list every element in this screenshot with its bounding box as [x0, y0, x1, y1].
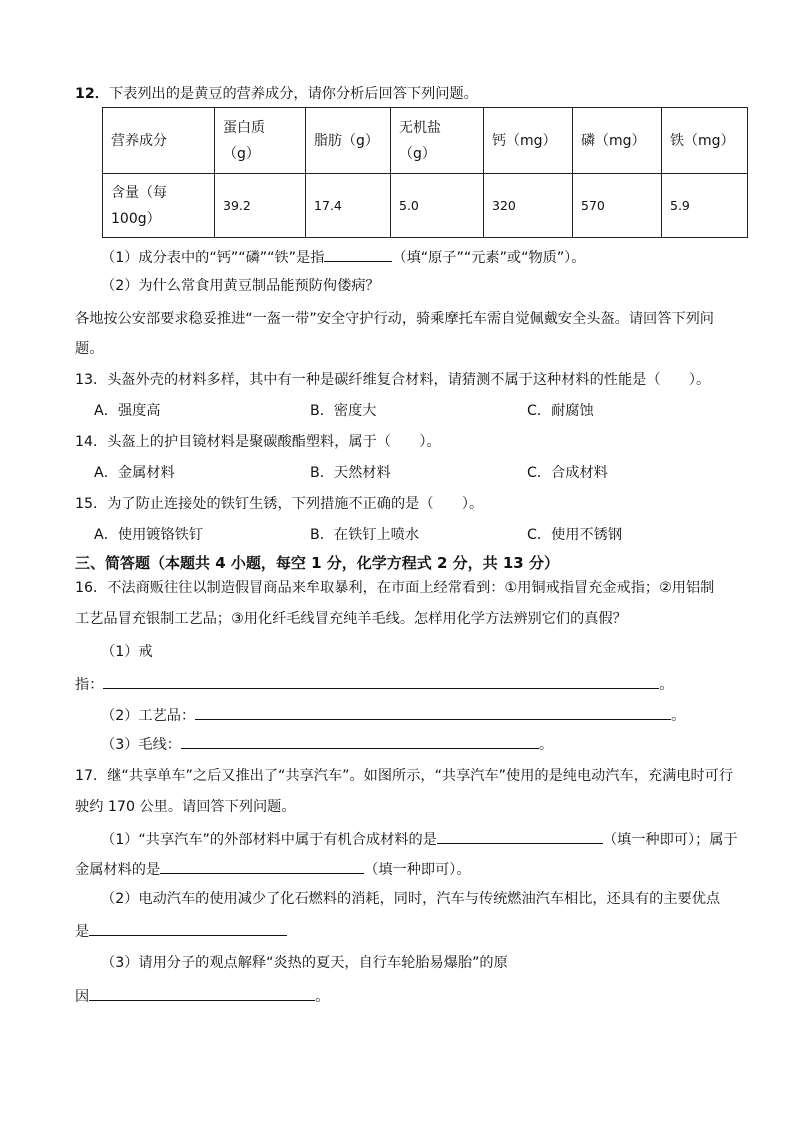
q12-sub1-blank[interactable] [324, 246, 392, 262]
helmet-intro-line1: 各地按公安部要求稳妥推进“一盔一带”安全守护行动，骑乘摩托车需自觉佩戴安全头盔。请回答下列问 [75, 311, 714, 327]
table-col-phosphorus: 磷（mg） [573, 108, 662, 174]
q16-line1: 16．不法商贩往往以制造假冒商品来牟取暴利，在市面上经常看到：①用铜戒指冒充金戒指；②用铝制 [75, 580, 715, 596]
helmet-intro-line2: 题。 [75, 341, 104, 357]
q14-stem: 14．头盔上的护目镜材料是聚碳酸酯塑料，属于（ ）。 [75, 434, 441, 450]
table-col-minerals: 无机盐 （g） [391, 108, 484, 174]
q16-sub3: （3）毛线： 。 [101, 733, 553, 755]
q13-stem: 13．头盔外壳的材料多样，其中有一种是碳纤维复合材料，请猜测不属于这种材料的性能是（ ）。 [75, 372, 711, 388]
q12-number: 12． [75, 86, 109, 102]
q15-option-b[interactable]: B．在铁钉上喷水 [310, 527, 420, 543]
section-3-heading: 三、简答题（本题共 4 小题，每空 1 分，化学方程式 2 分，共 13 分） [75, 554, 559, 572]
table-col-iron: 铁（mg） [662, 108, 748, 174]
q16-sub1-label: （1）戒 [101, 644, 153, 660]
q14-option-b[interactable]: B．天然材料 [310, 465, 391, 481]
q17-line1: 17．继“共享单车”之后又推出了“共享汽车”。如图所示，“共享汽车”使用的是纯电动汽车，充满电时可行 [75, 768, 734, 784]
nutrition-table [102, 107, 748, 238]
q12-sub1: （1）成分表中的“钙”“磷”“铁”是指 （填“原子”“元素”或“物质”）。 [101, 246, 585, 268]
q17-line2: 驶约 170 公里。请回答下列问题。 [75, 799, 296, 815]
table-col-calcium: 钙（mg） [484, 108, 573, 174]
q13-option-b[interactable]: B．密度大 [310, 403, 377, 419]
q13-option-c[interactable]: C．耐腐蚀 [527, 403, 594, 419]
table-col-protein: 蛋白质 （g） [215, 108, 306, 174]
q15-option-a[interactable]: A．使用镀铬铁钉 [94, 527, 204, 543]
q16-sub2: （2）工艺品： 。 [101, 704, 685, 726]
q17-sub2-line2: 是 [75, 920, 287, 942]
table-header-row [103, 108, 748, 174]
q17-sub2-blank[interactable] [89, 920, 287, 936]
q17-sub3-line1: （3）请用分子的观点解释“炎热的夏天，自行车轮胎易爆胎”的原 [101, 955, 508, 971]
q16-line2: 工艺品冒充银制工艺品；③用化纤毛线冒充纯羊毛线。怎样用化学方法辨别它们的真假？ [75, 611, 627, 627]
q15-option-c[interactable]: C．使用不锈钢 [527, 527, 623, 543]
q16-sub2-blank[interactable] [195, 704, 671, 720]
q17-sub3-line2: 因 。 [75, 985, 329, 1007]
table-row [103, 174, 748, 238]
table-row-label: 含量（每 100g） [103, 174, 215, 238]
q13-option-a[interactable]: A．强度高 [94, 403, 161, 419]
q17-sub3-blank[interactable] [89, 985, 315, 1001]
q17-sub1-line2: 金属材料的是 （填一种即可）。 [75, 858, 471, 880]
q12-stem-text: 下表列出的是黄豆的营养成分，请你分析后回答下列问题。 [108, 86, 478, 102]
table-col-fat: 脂肪（g） [306, 108, 391, 174]
table-cell-protein: 39.2 [215, 174, 306, 238]
q16-sub1: 指： 。 [75, 673, 674, 695]
q12-sub2: （2）为什么常食用黄豆制品能预防佝偻病？ [101, 278, 380, 294]
q14-option-c[interactable]: C．合成材料 [527, 465, 608, 481]
q16-sub1-blank[interactable] [103, 673, 659, 689]
q17-sub1-line1: （1）“共享汽车”的外部材料中属于有机合成材料的是 （填一种即可）；属于 [101, 828, 738, 850]
table-cell-minerals: 5.0 [391, 174, 484, 238]
q12-stem [75, 84, 478, 104]
q17-sub2-line1: （2）电动汽车的使用减少了化石燃料的消耗，同时，汽车与传统燃油汽车相比，还具有的主要优点 [101, 891, 721, 907]
table-cell-phosphorus: 570 [573, 174, 662, 238]
table-header-label: 营养成分 [103, 108, 215, 174]
q17-sub1-blank-b[interactable] [160, 858, 364, 874]
table-cell-iron: 5.9 [662, 174, 748, 238]
table-cell-calcium: 320 [484, 174, 573, 238]
table-cell-fat: 17.4 [306, 174, 391, 238]
q16-sub3-blank[interactable] [181, 733, 539, 749]
q14-option-a[interactable]: A．金属材料 [94, 465, 175, 481]
q17-sub1-blank-a[interactable] [437, 828, 603, 844]
q15-stem: 15．为了防止连接处的铁钉生锈，下列措施不正确的是（ ）。 [75, 496, 484, 512]
